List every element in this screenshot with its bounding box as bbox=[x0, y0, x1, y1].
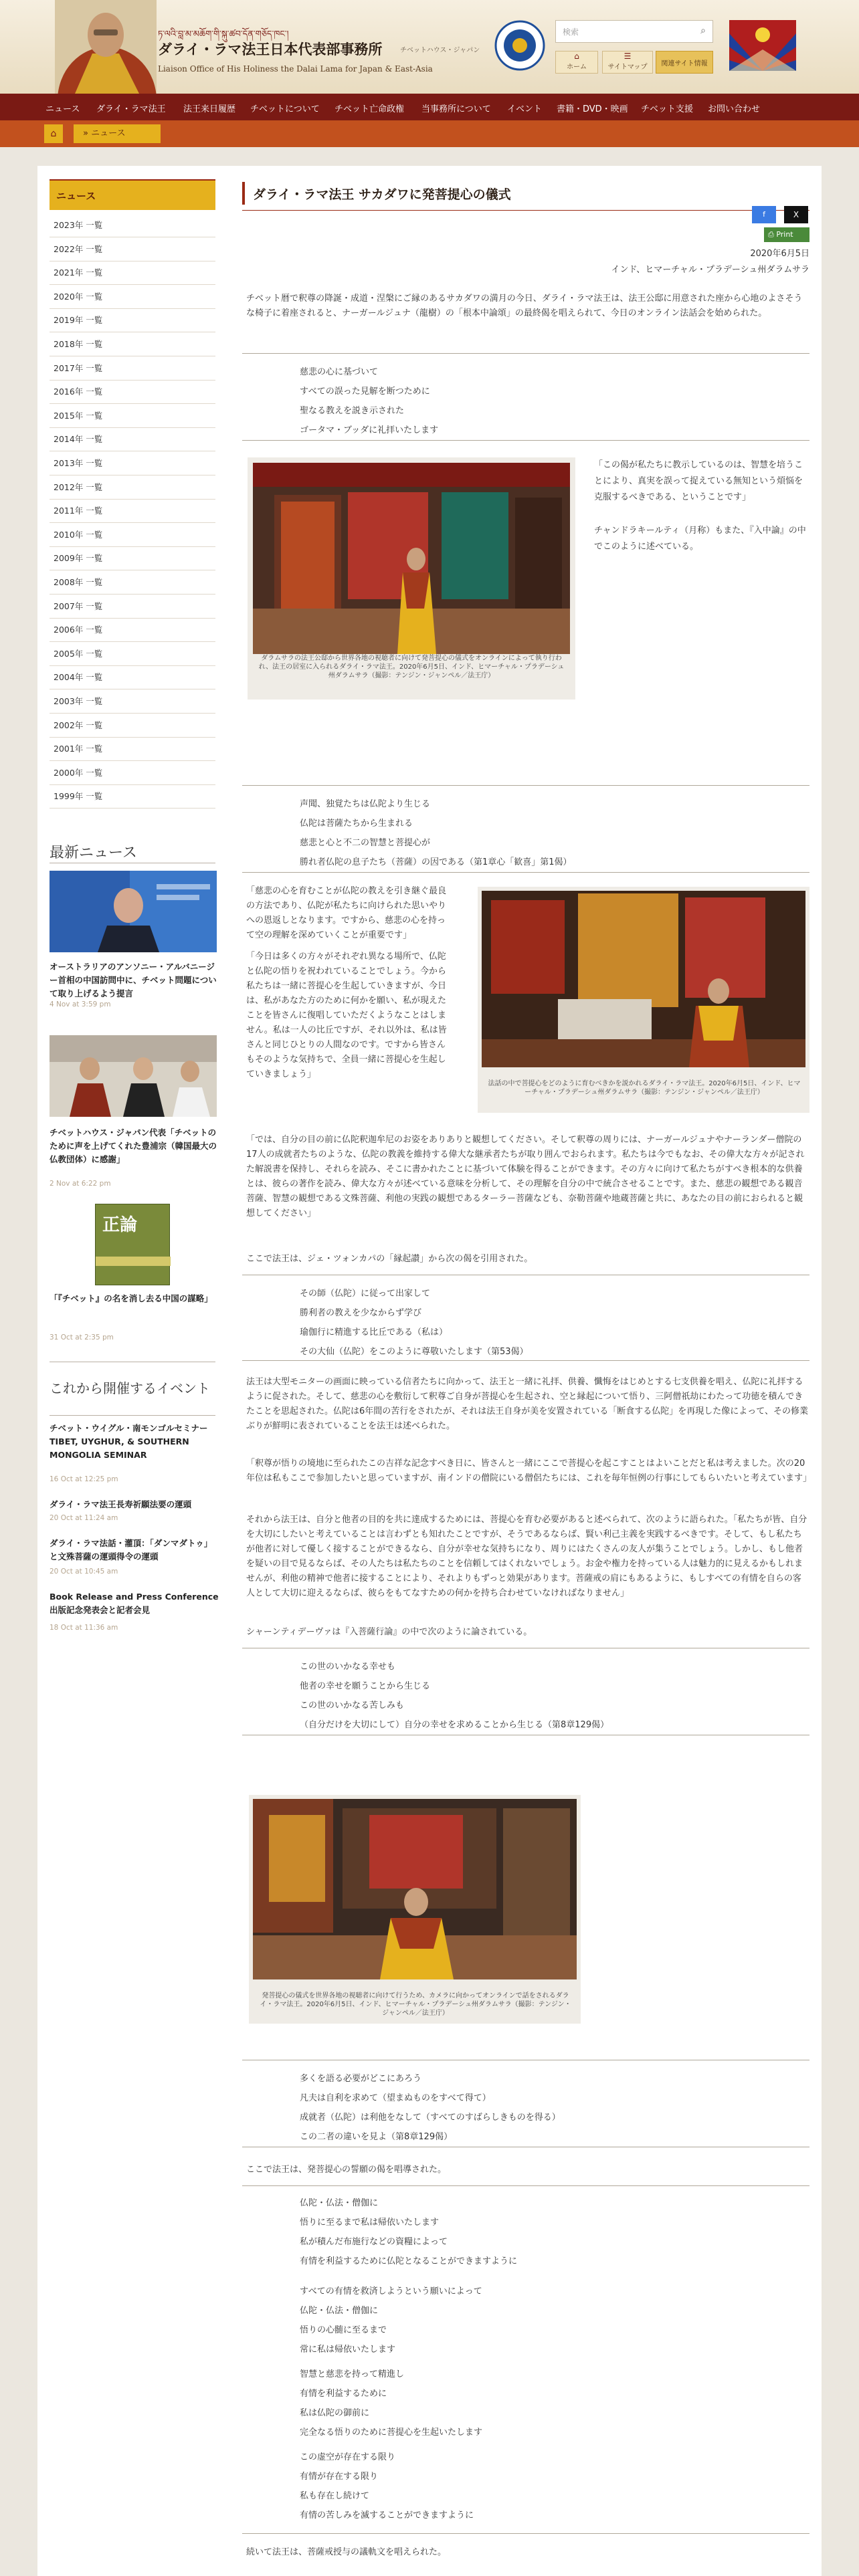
verse-line: その師（仏陀）に従って出家して bbox=[300, 1289, 431, 1299]
verse-line: 智慧と慈悲を持って精進し bbox=[300, 2369, 405, 2379]
verse-line: 瑜伽行に精進する比丘である（私は） bbox=[300, 1327, 448, 1337]
latest-news-photo-2[interactable] bbox=[50, 1035, 217, 1117]
verse-line: この二者の違いを見よ（第8章129偈） bbox=[300, 2132, 453, 2142]
article-photo-3[interactable] bbox=[249, 1795, 581, 2024]
verse-line: 成就者（仏陀）は利他をなして（すべてのすばらしきものを得る） bbox=[300, 2113, 561, 2123]
verse-line: 聖なる教えを説き示された bbox=[300, 406, 405, 416]
sidebar-year-link[interactable]: 2016年 一覧 bbox=[50, 381, 215, 404]
event-date-2: 20 Oct at 11:24 am bbox=[50, 1514, 118, 1522]
verse-line: 仏陀・仏法・僧伽に bbox=[300, 2306, 379, 2316]
sidebar-news-header bbox=[50, 179, 215, 210]
sidebar-year-link[interactable]: 2018年 一覧 bbox=[50, 333, 215, 356]
emblem-icon bbox=[494, 20, 545, 71]
sidebar-year-link[interactable]: 2001年 一覧 bbox=[50, 738, 215, 761]
divider bbox=[242, 353, 809, 354]
paragraph-2b: 「今日は多くの方々がそれぞれ異なる場所で、仏陀と仏陀の悟りを祝われていることでしょう。今から私たちは一緒に菩提心を生起していきますが、今日は、私があなた方のために何かを願い、私が現えたことを皆さんに復唱していただくようなことはしません。私は一人の比丘ですが、それ以外は、私は皆さんと同じひとりの人間なのです。ですから皆さんもそのような気持ちで、全員一緒に菩提心を生起していきましょう」 bbox=[246, 952, 447, 1079]
verse-6 bbox=[300, 2193, 517, 2271]
verse-line: 多くを語る必要がどこにあろう bbox=[300, 2074, 422, 2084]
verse-line: 完全なる悟りのために菩提心を生起いたします bbox=[300, 2428, 483, 2438]
search-box[interactable] bbox=[555, 20, 713, 43]
paragraph-6b: シャーンティデーヴァは『入菩薩行論』の中で次のように論されている。 bbox=[246, 1627, 533, 1637]
sidebar-year-link[interactable]: 2004年 一覧 bbox=[50, 666, 215, 689]
divider bbox=[50, 1415, 215, 1416]
event-date-1: 16 Oct at 12:25 pm bbox=[50, 1475, 118, 1483]
latest-news-date-3: 31 Oct at 2:35 pm bbox=[50, 1333, 114, 1341]
sidebar-year-link[interactable]: 2022年 一覧 bbox=[50, 238, 215, 261]
verse-9 bbox=[300, 2448, 474, 2525]
site-title[interactable]: ダライ・ラマ法王日本代表部事務所 bbox=[158, 41, 383, 58]
sitemap-icon: ☰ bbox=[624, 51, 632, 61]
site-subtitle: チベットハウス・ジャパン bbox=[400, 47, 480, 54]
sidebar-year-link[interactable]: 2014年 一覧 bbox=[50, 428, 215, 451]
divider bbox=[242, 210, 809, 211]
share-x-button[interactable] bbox=[784, 206, 808, 223]
verse-line: 声聞、独覚たちは仏陀より生じる bbox=[300, 799, 431, 809]
paragraph-3b: ここで法王は、ジェ・ツォンカパの「縁起讃」から次の偈を引用された。 bbox=[246, 1254, 533, 1264]
nav-item-events[interactable]: イベント bbox=[507, 104, 543, 114]
latest-news-title-2[interactable]: チベットハウス・ジャパン代表「チベットのために声を上げてくれた豊浦宗（韓国最大の仏教団体）に感謝」 bbox=[50, 1128, 217, 1164]
latest-news-photo-1[interactable] bbox=[50, 871, 217, 952]
print-label: Print bbox=[776, 230, 793, 239]
verse-line: 有情を利益するために bbox=[300, 2389, 387, 2399]
photo-2-caption: 法話の中で菩提心をどのように育むべきかを説かれるダライ・ラマ法王。2020年6月5日、インド、ヒマーチャル・プラデーシュ州ダラムサラ（撮影：テンジン・ジャンペル／法王庁） bbox=[488, 1080, 801, 1096]
verse-line: ゴータマ・ブッダに礼拝いたします bbox=[300, 425, 439, 435]
sidebar-year-link[interactable]: 1999年 一覧 bbox=[50, 785, 215, 809]
divider bbox=[242, 440, 809, 441]
verse-8 bbox=[300, 2365, 482, 2442]
breadcrumb-current bbox=[74, 124, 161, 143]
verse-line: 仏陀は菩薩たちから生まれる bbox=[300, 819, 413, 829]
event-date-4: 18 Oct at 11:36 am bbox=[50, 1624, 118, 1632]
sitemap-label: サイトマップ bbox=[607, 64, 648, 71]
site-english-title: Liaison Office of His Holiness the Dalai Lama for Japan & East-Asia bbox=[158, 64, 433, 74]
sidebar-year-link[interactable]: 2015年 一覧 bbox=[50, 405, 215, 428]
verse-3 bbox=[300, 1284, 529, 1362]
photo-3-caption: 発菩提心の儀式を世界各地の視聴者に向けて行うため、カメラに向かってオンラインで話をされるダライ・ラマ法王。2020年6月5日、インド、ヒマーチャル・プラデーシュ州ダラムサラ（撮影：テンジン・ジャンペル／法王庁） bbox=[260, 1992, 571, 2017]
magazine-band bbox=[96, 1257, 171, 1266]
nav-item-about-tibet[interactable]: チベットについて bbox=[250, 104, 320, 114]
search-input[interactable]: 検索 bbox=[563, 27, 579, 37]
verse-line: その大仙（仏陀）をこのように尊敬いたします（第53偈） bbox=[300, 1347, 529, 1357]
verse-line: 有情が存在する限り bbox=[300, 2472, 379, 2482]
verse-line: 勝利者の教えを少なからず学び bbox=[300, 1308, 422, 1318]
verse-line: 悟りに至るまで私は帰依いたします bbox=[300, 2218, 440, 2228]
divider bbox=[242, 2185, 809, 2186]
verse-line: 有情の苦しみを滅することができますように bbox=[300, 2510, 474, 2520]
paragraph-7: ここで法王は、発菩提心の誓願の偈を唱導された。 bbox=[246, 2165, 447, 2175]
event-title-2[interactable]: ダライ・ラマ法王長寿祈願法要の運頭 bbox=[50, 1499, 192, 1509]
divider bbox=[242, 785, 809, 786]
article-intro: チベット暦で釈尊の降誕・成道・涅槃にご縁のあるサカダワの満月の今日、ダライ・ラマ法王は、法王公邸に用意された座から心地のよさそうな椅子に着座されると、ナーガールジュナ（龍樹）の「根本中論頌」の最終偈を唱えられて、今日のオンライン法話会を始められた。 bbox=[246, 294, 803, 318]
home-icon: ⌂ bbox=[574, 51, 579, 61]
latest-news-title-3[interactable]: 「『チベット』の名を消し去る中国の謀略」 bbox=[50, 1293, 213, 1303]
verse-line: この虚空が存在する限り bbox=[300, 2452, 396, 2462]
sidebar-year-link[interactable]: 2008年 一覧 bbox=[50, 571, 215, 595]
x-label: X bbox=[793, 210, 799, 219]
event-title-3[interactable]: ダライ・ラマ法話・灌頂：「ダンマダトゥ」と文殊菩薩の運頭得令の運頭 bbox=[50, 1538, 213, 1562]
latest-news-title-1[interactable]: オーストラリアのアンソニー・アルバニージー首相の中国訪問中に、チベット問題について取り上げるよう提言 bbox=[50, 962, 217, 998]
sidebar-year-link[interactable]: 2021年 一覧 bbox=[50, 261, 215, 285]
latest-news-photo-3[interactable] bbox=[95, 1204, 170, 1285]
sidebar-year-link[interactable]: 2005年 一覧 bbox=[50, 643, 215, 666]
verse-line: 凡夫は自利を求めて（望まぬものをすべて得て） bbox=[300, 2093, 491, 2103]
breadcrumb-label: ニュース bbox=[91, 128, 126, 138]
divider bbox=[242, 2533, 809, 2534]
sidebar-year-link[interactable]: 2002年 一覧 bbox=[50, 714, 215, 738]
verse-line: （自分だけを大切にして）自分の幸せを求めることから生じる（第8章129偈） bbox=[300, 1720, 609, 1730]
paragraph-5: 「釈尊が悟りの境地に至られたこの吉祥な記念すべき日に、皆さんと一緒にここで菩提心を起こすことはよいことだと私は考えました。次の20年位は私もここで参加したいと思っていますが、南インドの僧院にいる僧侶たちには、これを毎年恒例の行事にしてもらいたいと考えています」 bbox=[246, 1459, 812, 1483]
paragraph-3: 「では、自分の目の前に仏陀釈迦牟尼のお姿をありありと観想してください。そして釈尊の周りには、ナーガールジュナやナーランダー僧院の17人の成就者たちのような、仏陀の教義を維持する偉大な継承者たちが取り囲んでおられます。私たちは今でもなお、その偉大な方々が記された解説書を保持し、それらを読み、そこに書かれたことに基づいて体験を得ることができます。その方々に向けて私たちがすべき根本的な供養とは、彼らの著作を読み、偉大な方々が述べている意味を分析して、その理解を自分の中で統合させることです。また、慈悲の観想である観音菩薩、智慧の観想である文殊菩薩、利他の実践の観想であるターラー菩薩なども、奈勒菩薩や地蔵菩薩と共に、あなたの目の前におられると観想してください」 bbox=[246, 1135, 805, 1218]
nav-item-visits[interactable]: 法王来日履歴 bbox=[183, 104, 236, 114]
verse-7 bbox=[300, 2282, 482, 2359]
quote-1b: チャンドラキールティ（月称）もまた、『入中論』の中でこのように述べている。 bbox=[594, 526, 806, 552]
nav-item-cta[interactable]: チベット亡命政権 bbox=[335, 104, 405, 114]
sidebar-year-link[interactable]: 2019年 一覧 bbox=[50, 309, 215, 332]
verse-line: 慈悲と心と不二の智慧と菩提心が bbox=[300, 838, 431, 848]
verse-line: 悟りの心髄に至るまで bbox=[300, 2325, 387, 2335]
verse-line: 有情を利益するために仏陀となることができますように bbox=[300, 2256, 518, 2266]
event-title-4[interactable]: Book Release and Press Conference 出版記念発表会と記者会見 bbox=[50, 1592, 219, 1615]
verse-line: この世のいかなる幸せも bbox=[300, 1662, 396, 1672]
verse-4 bbox=[300, 1657, 609, 1735]
related-sites-button[interactable] bbox=[656, 51, 713, 74]
verse-line: すべての誤った見解を断つために bbox=[300, 387, 430, 397]
print-icon: ⎙ bbox=[768, 230, 774, 239]
divider bbox=[242, 872, 809, 873]
sidebar-latest-title: 最新ニュース bbox=[50, 845, 137, 861]
latest-news-date-1: 4 Nov at 3:59 pm bbox=[50, 1000, 111, 1008]
nav-item-dalai-lama[interactable]: ダライ・ラマ法王 bbox=[96, 104, 166, 114]
tibetan-flag-icon[interactable] bbox=[729, 20, 796, 71]
quote-1: 「この偈が私たちに教示しているのは、智慧を培うことにより、真実を誤って捉えている無知という煩悩を克服するべきである、ということです」 bbox=[594, 460, 803, 502]
verse-line: 私も存在し続けて bbox=[300, 2491, 370, 2501]
sidebar-year-link[interactable]: 2012年 一覧 bbox=[50, 476, 215, 500]
verse-line: 私が積んだ布施行などの資糧によって bbox=[300, 2237, 448, 2247]
verse-line: 私は仏陀の御前に bbox=[300, 2408, 370, 2418]
sidebar-news-title: ニュース bbox=[56, 190, 96, 202]
related-sites-label: 関連サイト情報 bbox=[661, 60, 708, 68]
breadcrumb-home-icon[interactable]: ⌂ bbox=[44, 124, 63, 143]
sidebar-year-link[interactable]: 2023年 一覧 bbox=[50, 214, 215, 237]
photo-1-caption: ダラムサラの法王公邸から世界各地の視聴者に向けて発菩提心の儀式をオンラインによって執り行われ、法王の居室に入られるダライ・ラマ法王。2020年6月5日、インド、ヒマーチャル・プラデーシュ州ダラムサラ（撮影：テンジン・ジャンペル／法王庁） bbox=[258, 655, 565, 679]
article-location: インド、ヒマーチャル・プラデーシュ州ダラムサラ bbox=[611, 265, 809, 275]
breadcrumb-arrow-icon: » bbox=[83, 128, 88, 138]
sidebar-events-title: これから開催するイベント bbox=[50, 1380, 210, 1396]
nav-item-news[interactable]: ニュース bbox=[45, 104, 80, 114]
sidebar-year-link[interactable]: 2010年 一覧 bbox=[50, 524, 215, 547]
verse-line: すべての有情を救済しようという願いによって bbox=[300, 2286, 482, 2296]
sidebar-year-link[interactable]: 2013年 一覧 bbox=[50, 452, 215, 475]
tibetan-title: ཏ་ལའི་བླ་མ་མཆོག་གི་སྐུ་ཚབ་དོན་གཅོད་ཁང་། bbox=[158, 29, 289, 39]
verse-line: この世のいかなる苦しみも bbox=[300, 1701, 405, 1711]
latest-news-date-2: 2 Nov at 6:22 pm bbox=[50, 1180, 111, 1188]
sidebar-year-link[interactable]: 2000年 一覧 bbox=[50, 762, 215, 785]
paragraph-6: それから法王は、自分と他者の目的を共に達成するためには、菩提心を育む必要があると述べられて、次のように語られた。「私たちが皆、自分を大切にしたいと考えていることは言わずとも知れたことですが、そうであるならば、賢い利己主義を実践するべきです。そして、もし私たちが他者に対して優しく接することができるなら、自分が幸せな気持ちになり、周りにはたくさんの友人が集うことでしょう。しかし、もし他者を疑いの目で見るならば、その人たちは私たちのことを信頼してはくれないでしょう。お金や権力を持っている人は魅力的に見えるかもしれませんが、利他の精神で他者に接することにより、それよりもずっと効果があります。菩薩戒の肩にもあるように、もしすべての有情を自らの客人として大切に迎えるならば、彼らをもてなすための何かを持ち合わせていなければなりません」 bbox=[246, 1515, 807, 1598]
paragraph-4: 法王は大型モニターの画面に映っている信者たちに向かって、法王と一緒に礼拝、供養、懺悔をはじめとする七支供養を唱え、仏陀に礼拝するように促された。そして、慈悲の心を敷衍して釈尊ご自身が菩提心を生起され、空と縁起について悟り、三阿僧祇劫にわたって功徳を積んできたことを思起された。仏陀は6年間の苦行をされたが、それは法王自身が美を安置されている「断食する仏陀」を再現した像によって、その修業ぶりが鮮明に表されていることを法王は述べられた。 bbox=[246, 1377, 809, 1431]
nav-item-books[interactable]: 書籍・DVD・映画 bbox=[557, 104, 628, 114]
verse-line: 慈悲の心に基づいて bbox=[300, 367, 379, 377]
sidebar-year-link[interactable]: 2020年 一覧 bbox=[50, 286, 215, 309]
sidebar-year-link[interactable]: 2003年 一覧 bbox=[50, 690, 215, 714]
verse-line: 仏陀・仏法・僧伽に bbox=[300, 2198, 379, 2208]
home-button[interactable] bbox=[555, 51, 598, 74]
sidebar-year-link[interactable]: 2007年 一覧 bbox=[50, 595, 215, 619]
nav-item-about-office[interactable]: 当事務所について bbox=[421, 104, 491, 114]
paragraph-2a: 「慈悲の心を育むことが仏陀の教えを引き継ぐ最良の方法であり、仏陀が私たちに向けられた思いやりへの恩返しとなります。ですから、慈悲の心を持って空の理解を深めていくことが重要です」 bbox=[246, 886, 447, 940]
verse-5 bbox=[300, 2069, 561, 2147]
nav-item-support[interactable]: チベット支援 bbox=[641, 104, 694, 114]
sidebar-year-link[interactable]: 2006年 一覧 bbox=[50, 619, 215, 642]
verse-line: 勝れ者仏陀の息子たち（菩薩）の因である（第1章心「歓喜」第1偈） bbox=[300, 857, 572, 867]
sidebar-year-link[interactable]: 2017年 一覧 bbox=[50, 357, 215, 381]
search-icon[interactable]: ⌕ bbox=[700, 25, 706, 36]
verse-line: 常に私は帰依いたします bbox=[300, 2345, 396, 2355]
magazine-label: 正論 bbox=[102, 1215, 138, 1235]
nav-item-contact[interactable]: お問い合わせ bbox=[708, 104, 761, 114]
sidebar-year-link[interactable]: 2009年 一覧 bbox=[50, 547, 215, 570]
share-facebook-button[interactable]: f bbox=[752, 206, 776, 223]
verse-2 bbox=[300, 794, 572, 872]
article-title-bar bbox=[242, 182, 245, 205]
sitemap-button[interactable] bbox=[602, 51, 653, 74]
home-label: ホーム bbox=[567, 64, 587, 71]
article-date: 2020年6月5日 bbox=[750, 249, 809, 259]
print-button[interactable] bbox=[764, 227, 809, 242]
sidebar-year-link[interactable]: 2011年 一覧 bbox=[50, 500, 215, 523]
article-title: ダライ・ラマ法王 サカダワに発菩提心の儀式 bbox=[253, 187, 511, 202]
verse-line: 他者の幸せを願うことから生じる bbox=[300, 1681, 431, 1691]
event-date-3: 20 Oct at 10:45 am bbox=[50, 1568, 118, 1576]
divider bbox=[242, 1360, 809, 1361]
final-paragraph: 続いて法王は、菩薩戒授与の議軌文を唱えられた。 bbox=[246, 2547, 447, 2557]
verse-1 bbox=[300, 362, 438, 440]
event-title-1[interactable]: チベット・ウイグル・南モンゴルセミナー TIBET, UYGHUR, & SOUTHERN MONGOLIA SEMINAR bbox=[50, 1423, 208, 1460]
dalai-lama-portrait[interactable] bbox=[55, 0, 157, 94]
